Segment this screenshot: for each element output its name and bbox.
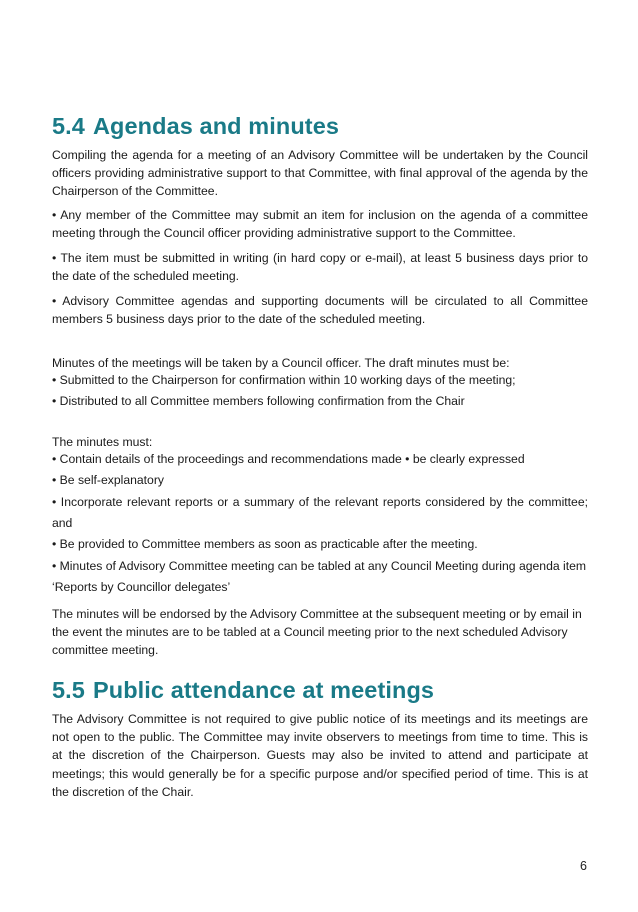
agenda-bullet-circulation: • Advisory Committee agendas and supporting documents will be circulated to all Committee members 5 business days prior to the date of the scheduled meeting. (52, 294, 588, 327)
endorsement-paragraph: The minutes will be endorsed by the Advisory Committee at the subsequent meeting or by email in the event the minutes are to be tabled at a Council meeting prior to the next scheduled Advisory committee meeting. (52, 607, 582, 658)
draft-bullet-submitted: • Submitted to the Chairperson for confirmation within 10 working days of the meeting; (52, 373, 516, 387)
must-bullet-details: • Contain details of the proceedings and recommendations made • be clearly expressed (52, 452, 525, 466)
agenda-bullet-writing: • The item must be submitted in writing (in hard copy or e-mail), at least 5 business days prior to the date of the scheduled meeting. (52, 251, 588, 284)
section-number: 5.5 (52, 677, 85, 703)
section-title: Agendas and minutes (92, 113, 340, 139)
public-attendance-paragraph: The Advisory Committee is not required to give public notice of its meetings and its meetings are not open to the public. The Committee may invite observers to meetings from time to time. This is at the discretion of the Chairperson. Guests may also be invited to attend and participate at meetings; this would generally be for a specific purpose and/or specified period of time. This is at the discretion of the Chair. (52, 712, 588, 799)
minutes-must-intro: The minutes must: (52, 435, 153, 449)
must-bullet-provided: • Be provided to Committee members as soon as practicable after the meeting. (52, 537, 478, 551)
agenda-intro-paragraph: Compiling the agenda for a meeting of an Advisory Committee will be undertaken by the Council officers providing administrative support to that Committee, with final approval of the agenda by the Chairperson of the Committee. (52, 148, 588, 199)
section-heading-5-4 (52, 113, 339, 140)
agenda-bullet-submit-item: • Any member of the Committee may submit an item for inclusion on the agenda of a committee meeting through the Council officer providing administrative support to the Committee. (52, 208, 588, 241)
must-bullet-reports: • Incorporate relevant reports or a summary of the relevant reports considered by the committee; and (52, 495, 588, 530)
draft-bullet-distributed: • Distributed to all Committee members following confirmation from the Chair (52, 394, 465, 408)
section-title: Public attendance at meetings (92, 677, 435, 703)
must-bullet-tabled: • Minutes of Advisory Committee meeting can be tabled at any Council Meeting during agenda item ‘Reports by Councillor delegates’ (52, 559, 587, 594)
section-number: 5.4 (52, 113, 85, 139)
section-heading-5-5 (52, 677, 434, 704)
minutes-intro-paragraph: Minutes of the meetings will be taken by a Council officer. The draft minutes must be: (52, 356, 510, 370)
page-number: 6 (580, 859, 587, 873)
must-bullet-self-explanatory: • Be self-explanatory (52, 473, 164, 487)
